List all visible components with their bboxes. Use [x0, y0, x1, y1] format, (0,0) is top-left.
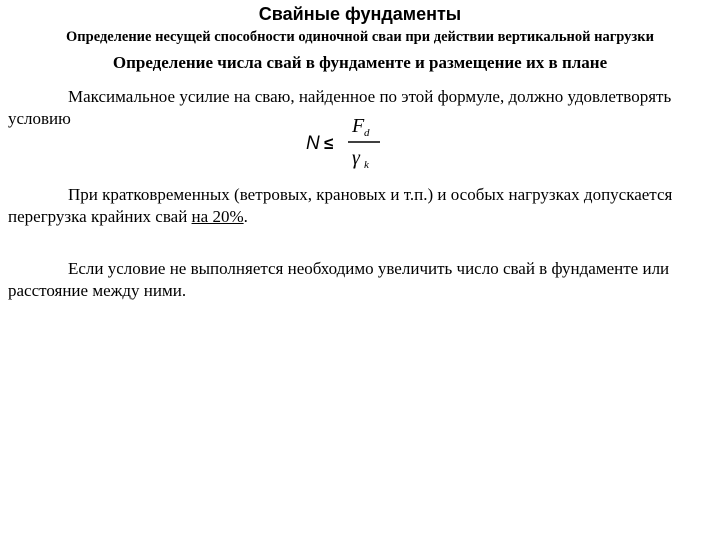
formula-condition	[300, 111, 390, 173]
formula-relation: ≤	[324, 134, 334, 153]
overload-percent: на 20%	[191, 207, 244, 226]
overload-text: При кратковременных (ветровых, крановых и т.п.) и особых нагрузках допускается перегрузка крайних свай	[8, 185, 673, 226]
formula-numerator-main: F	[352, 115, 365, 137]
paragraph-overload	[8, 184, 708, 228]
formula-lhs: N	[306, 133, 320, 154]
formula-graphic	[300, 111, 390, 173]
overload-end: .	[243, 207, 248, 226]
formula-denominator-sub: k	[364, 159, 369, 171]
formula-numerator-sub: d	[364, 127, 370, 139]
paragraph-condition-fail: Если условие не выполняется необходимо увеличить число свай в фундаменте или расстояние между ними.	[8, 259, 670, 300]
formula-denominator-main: γ	[352, 147, 360, 169]
slide-title: Свайные фундаменты	[258, 4, 462, 24]
paragraph-max-force: Максимальное усилие на сваю, найденное по этой формуле, должно удовлетворять условию	[8, 87, 672, 128]
slide-subtitle: Определение несущей способности одиночной сваи при действии вертикальной нагрузки	[66, 29, 654, 45]
section-heading: Определение числа свай в фундаменте и размещение их в плане	[112, 53, 608, 72]
